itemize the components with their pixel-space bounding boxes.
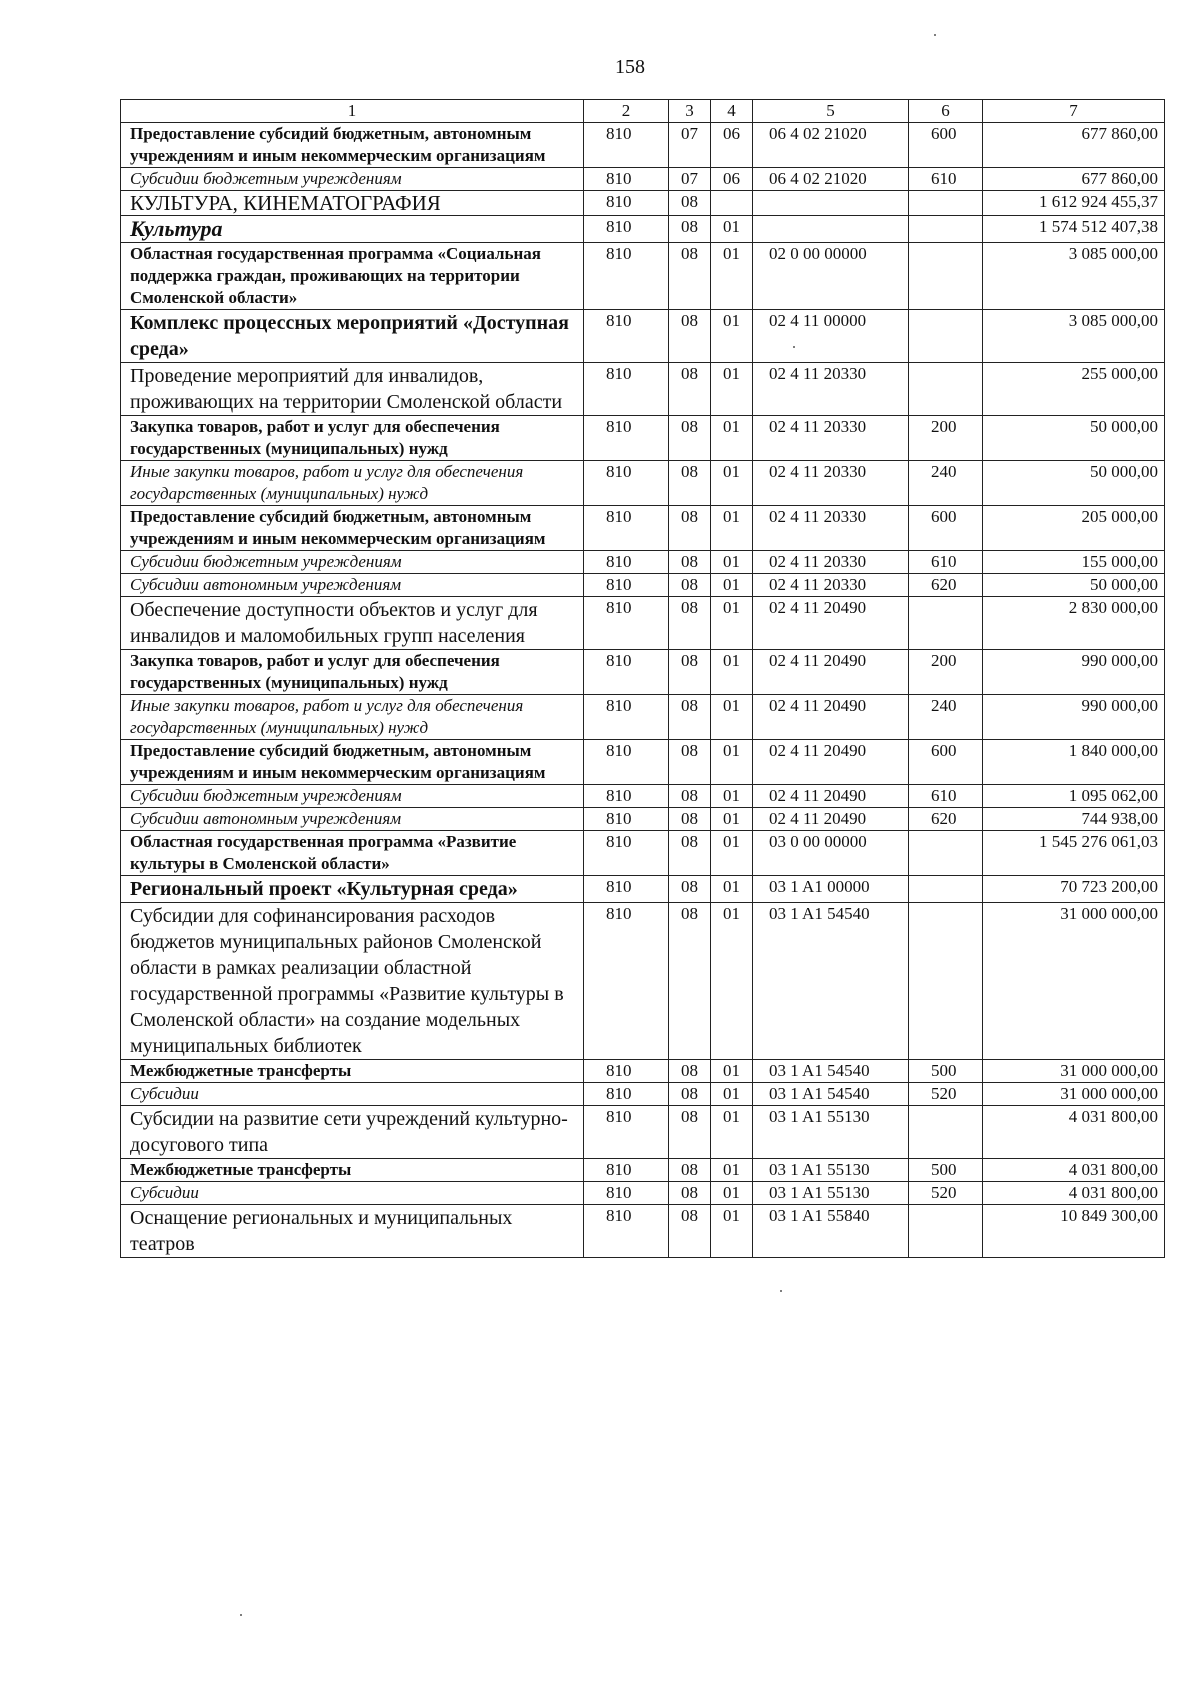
amount-cell: 677 860,00 xyxy=(983,123,1165,168)
target-article-cell: 06 4 02 21020 xyxy=(753,168,909,191)
subsection-code-cell: 01 xyxy=(711,876,753,903)
ministry-code-cell: 810 xyxy=(584,363,669,416)
row-name-cell: Обеспечение доступности объектов и услуг для инвалидов и маломобильных групп населения xyxy=(121,597,584,650)
expense-type-cell: 520 xyxy=(909,1083,983,1106)
amount-cell: 50 000,00 xyxy=(983,416,1165,461)
expense-type-cell xyxy=(909,363,983,416)
section-code-cell: 08 xyxy=(669,461,711,506)
row-name-cell: Иные закупки товаров, работ и услуг для обеспечения государственных (муниципальных) нужд xyxy=(121,695,584,740)
header-cell: 5 xyxy=(753,100,909,123)
table-row xyxy=(121,695,1165,740)
subsection-code-cell: 01 xyxy=(711,1083,753,1106)
section-code-cell: 08 xyxy=(669,310,711,363)
section-code-cell: 08 xyxy=(669,1159,711,1182)
subsection-code-cell: 01 xyxy=(711,363,753,416)
expense-type-cell xyxy=(909,1205,983,1258)
table-row xyxy=(121,123,1165,168)
subsection-code-cell: 01 xyxy=(711,740,753,785)
amount-cell: 2 830 000,00 xyxy=(983,597,1165,650)
ministry-code-cell: 810 xyxy=(584,808,669,831)
target-article-cell xyxy=(753,191,909,216)
subsection-code-cell: 06 xyxy=(711,168,753,191)
section-code-cell: 08 xyxy=(669,1106,711,1159)
amount-cell: 4 031 800,00 xyxy=(983,1106,1165,1159)
ministry-code-cell: 810 xyxy=(584,551,669,574)
section-code-cell: 08 xyxy=(669,1060,711,1083)
amount-cell: 744 938,00 xyxy=(983,808,1165,831)
amount-cell: 155 000,00 xyxy=(983,551,1165,574)
section-code-cell: 08 xyxy=(669,1083,711,1106)
section-code-cell: 08 xyxy=(669,831,711,876)
table-row xyxy=(121,168,1165,191)
ministry-code-cell: 810 xyxy=(584,310,669,363)
table-row xyxy=(121,1106,1165,1159)
ministry-code-cell: 810 xyxy=(584,243,669,310)
target-article-cell: 02 4 11 20330 xyxy=(753,551,909,574)
target-article-cell: 03 1 A1 55840 xyxy=(753,1205,909,1258)
target-article-cell: 02 4 11 20490 xyxy=(753,650,909,695)
target-article-cell: 03 1 A1 55130 xyxy=(753,1159,909,1182)
target-article-cell: 02 4 11 20490 xyxy=(753,740,909,785)
target-article-cell: 02 4 11 20490 xyxy=(753,695,909,740)
row-name-cell: Субсидии xyxy=(121,1083,584,1106)
page-number: 158 xyxy=(615,56,645,78)
ministry-code-cell: 810 xyxy=(584,416,669,461)
target-article-cell: 03 1 A1 54540 xyxy=(753,1083,909,1106)
table-row xyxy=(121,506,1165,551)
table-row xyxy=(121,461,1165,506)
row-name-cell: Субсидии xyxy=(121,1182,584,1205)
table-row xyxy=(121,1182,1165,1205)
table-row xyxy=(121,808,1165,831)
section-code-cell: 08 xyxy=(669,876,711,903)
amount-cell: 3 085 000,00 xyxy=(983,310,1165,363)
subsection-code-cell: 01 xyxy=(711,216,753,243)
row-name-cell: Региональный проект «Культурная среда» xyxy=(121,876,584,903)
expense-type-cell: 600 xyxy=(909,123,983,168)
target-article-cell: 03 1 A1 54540 xyxy=(753,903,909,1060)
target-article-cell: 02 4 11 20330 xyxy=(753,416,909,461)
amount-cell: 1 612 924 455,37 xyxy=(983,191,1165,216)
ministry-code-cell: 810 xyxy=(584,1106,669,1159)
row-name-cell: Субсидии автономным учреждениям xyxy=(121,574,584,597)
row-name-cell: Субсидии бюджетным учреждениям xyxy=(121,551,584,574)
expense-type-cell xyxy=(909,216,983,243)
target-article-cell: 02 4 11 20330 xyxy=(753,574,909,597)
row-name-cell: Областная государственная программа «Социальная поддержка граждан, проживающих на территории Смоленской области» xyxy=(121,243,584,310)
expense-type-cell xyxy=(909,831,983,876)
target-article-cell: 02 4 11 00000 xyxy=(753,310,909,363)
ministry-code-cell: 810 xyxy=(584,1060,669,1083)
table-row xyxy=(121,1159,1165,1182)
row-name-cell: Межбюджетные трансферты xyxy=(121,1159,584,1182)
expense-type-cell xyxy=(909,310,983,363)
section-code-cell: 08 xyxy=(669,191,711,216)
target-article-cell: 02 0 00 00000 xyxy=(753,243,909,310)
table-row xyxy=(121,216,1165,243)
section-code-cell: 08 xyxy=(669,551,711,574)
header-cell: 3 xyxy=(669,100,711,123)
expense-type-cell xyxy=(909,1106,983,1159)
amount-cell: 70 723 200,00 xyxy=(983,876,1165,903)
table-row xyxy=(121,1083,1165,1106)
row-name-cell: Субсидии для софинансирования расходов бюджетов муниципальных районов Смоленской области в рамках реализации областной государственной программы «Развитие культуры в Смоленской области» на создание модельных муниципальных библиотек xyxy=(121,903,584,1060)
row-name-cell: Предоставление субсидий бюджетным, автономным учреждениям и иным некоммерческим организациям xyxy=(121,740,584,785)
table-row xyxy=(121,650,1165,695)
row-name-cell: Субсидии автономным учреждениям xyxy=(121,808,584,831)
header-cell: 4 xyxy=(711,100,753,123)
section-code-cell: 08 xyxy=(669,597,711,650)
subsection-code-cell: 01 xyxy=(711,808,753,831)
row-name-cell: Предоставление субсидий бюджетным, автономным учреждениям и иным некоммерческим организациям xyxy=(121,123,584,168)
ministry-code-cell: 810 xyxy=(584,785,669,808)
ministry-code-cell: 810 xyxy=(584,216,669,243)
amount-cell: 31 000 000,00 xyxy=(983,903,1165,1060)
table-row xyxy=(121,574,1165,597)
target-article-cell: 06 4 02 21020 xyxy=(753,123,909,168)
amount-cell: 31 000 000,00 xyxy=(983,1083,1165,1106)
row-name-cell: Оснащение региональных и муниципальных театров xyxy=(121,1205,584,1258)
expense-type-cell: 600 xyxy=(909,506,983,551)
row-name-cell: Субсидии бюджетным учреждениям xyxy=(121,168,584,191)
amount-cell: 1 840 000,00 xyxy=(983,740,1165,785)
ministry-code-cell: 810 xyxy=(584,461,669,506)
expense-type-cell xyxy=(909,191,983,216)
target-article-cell: 03 1 A1 55130 xyxy=(753,1106,909,1159)
expense-type-cell: 240 xyxy=(909,461,983,506)
table-row xyxy=(121,740,1165,785)
subsection-code-cell: 01 xyxy=(711,551,753,574)
section-code-cell: 08 xyxy=(669,363,711,416)
table-row xyxy=(121,243,1165,310)
ministry-code-cell: 810 xyxy=(584,168,669,191)
expense-type-cell xyxy=(909,903,983,1060)
subsection-code-cell: 01 xyxy=(711,461,753,506)
section-code-cell: 08 xyxy=(669,785,711,808)
amount-cell: 31 000 000,00 xyxy=(983,1060,1165,1083)
expense-type-cell: 500 xyxy=(909,1159,983,1182)
table-row xyxy=(121,1205,1165,1258)
header-cell: 1 xyxy=(121,100,584,123)
section-code-cell: 08 xyxy=(669,903,711,1060)
header-cell: 7 xyxy=(983,100,1165,123)
row-name-cell: Закупка товаров, работ и услуг для обеспечения государственных (муниципальных) нужд xyxy=(121,416,584,461)
target-article-cell: 02 4 11 20330 xyxy=(753,461,909,506)
expense-type-cell xyxy=(909,876,983,903)
section-code-cell: 08 xyxy=(669,695,711,740)
subsection-code-cell: 01 xyxy=(711,695,753,740)
target-article-cell: 02 4 11 20330 xyxy=(753,506,909,551)
ministry-code-cell: 810 xyxy=(584,123,669,168)
row-name-cell: Областная государственная программа «Развитие культуры в Смоленской области» xyxy=(121,831,584,876)
section-code-cell: 08 xyxy=(669,650,711,695)
subsection-code-cell: 01 xyxy=(711,903,753,1060)
subsection-code-cell xyxy=(711,191,753,216)
target-article-cell: 02 4 11 20490 xyxy=(753,597,909,650)
amount-cell: 990 000,00 xyxy=(983,695,1165,740)
row-name-cell: Комплекс процессных мероприятий «Доступная среда» xyxy=(121,310,584,363)
expense-type-cell: 500 xyxy=(909,1060,983,1083)
scan-speck xyxy=(780,1290,782,1292)
target-article-cell: 03 1 A1 54540 xyxy=(753,1060,909,1083)
amount-cell: 4 031 800,00 xyxy=(983,1182,1165,1205)
expense-type-cell: 620 xyxy=(909,574,983,597)
subsection-code-cell: 01 xyxy=(711,243,753,310)
header-row xyxy=(121,100,1165,123)
amount-cell: 1 574 512 407,38 xyxy=(983,216,1165,243)
row-name-cell: Межбюджетные трансферты xyxy=(121,1060,584,1083)
ministry-code-cell: 810 xyxy=(584,597,669,650)
ministry-code-cell: 810 xyxy=(584,1159,669,1182)
expense-type-cell: 200 xyxy=(909,416,983,461)
row-name-cell: КУЛЬТУРА, КИНЕМАТОГРАФИЯ xyxy=(121,191,584,216)
ministry-code-cell: 810 xyxy=(584,574,669,597)
scan-speck xyxy=(793,346,795,348)
row-name-cell: Субсидии на развитие сети учреждений культурно-досугового типа xyxy=(121,1106,584,1159)
expense-type-cell: 610 xyxy=(909,785,983,808)
table-row xyxy=(121,785,1165,808)
amount-cell: 1 095 062,00 xyxy=(983,785,1165,808)
subsection-code-cell: 01 xyxy=(711,650,753,695)
table-row xyxy=(121,191,1165,216)
subsection-code-cell: 01 xyxy=(711,506,753,551)
subsection-code-cell: 01 xyxy=(711,310,753,363)
expense-type-cell: 600 xyxy=(909,740,983,785)
amount-cell: 50 000,00 xyxy=(983,574,1165,597)
subsection-code-cell: 01 xyxy=(711,416,753,461)
section-code-cell: 08 xyxy=(669,808,711,831)
target-article-cell: 03 0 00 00000 xyxy=(753,831,909,876)
table-row xyxy=(121,310,1165,363)
table-row xyxy=(121,876,1165,903)
subsection-code-cell: 01 xyxy=(711,1060,753,1083)
subsection-code-cell: 01 xyxy=(711,1159,753,1182)
ministry-code-cell: 810 xyxy=(584,1182,669,1205)
amount-cell: 677 860,00 xyxy=(983,168,1165,191)
amount-cell: 3 085 000,00 xyxy=(983,243,1165,310)
section-code-cell: 08 xyxy=(669,416,711,461)
subsection-code-cell: 01 xyxy=(711,831,753,876)
subsection-code-cell: 01 xyxy=(711,1106,753,1159)
ministry-code-cell: 810 xyxy=(584,740,669,785)
subsection-code-cell: 01 xyxy=(711,785,753,808)
ministry-code-cell: 810 xyxy=(584,1083,669,1106)
subsection-code-cell: 01 xyxy=(711,1205,753,1258)
expense-type-cell: 610 xyxy=(909,168,983,191)
section-code-cell: 08 xyxy=(669,574,711,597)
row-name-cell: Культура xyxy=(121,216,584,243)
table-row xyxy=(121,363,1165,416)
amount-cell: 255 000,00 xyxy=(983,363,1165,416)
ministry-code-cell: 810 xyxy=(584,1205,669,1258)
expense-type-cell: 200 xyxy=(909,650,983,695)
target-article-cell: 03 1 A1 00000 xyxy=(753,876,909,903)
target-article-cell: 02 4 11 20330 xyxy=(753,363,909,416)
section-code-cell: 08 xyxy=(669,740,711,785)
amount-cell: 205 000,00 xyxy=(983,506,1165,551)
ministry-code-cell: 810 xyxy=(584,831,669,876)
expense-type-cell xyxy=(909,597,983,650)
row-name-cell: Проведение мероприятий для инвалидов, проживающих на территории Смоленской области xyxy=(121,363,584,416)
subsection-code-cell: 01 xyxy=(711,1182,753,1205)
target-article-cell xyxy=(753,216,909,243)
table-row xyxy=(121,903,1165,1060)
amount-cell: 10 849 300,00 xyxy=(983,1205,1165,1258)
amount-cell: 50 000,00 xyxy=(983,461,1165,506)
budget-table xyxy=(120,99,1165,1258)
ministry-code-cell: 810 xyxy=(584,876,669,903)
section-code-cell: 08 xyxy=(669,243,711,310)
section-code-cell: 08 xyxy=(669,506,711,551)
expense-type-cell: 240 xyxy=(909,695,983,740)
row-name-cell: Закупка товаров, работ и услуг для обеспечения государственных (муниципальных) нужд xyxy=(121,650,584,695)
expense-type-cell: 620 xyxy=(909,808,983,831)
row-name-cell: Предоставление субсидий бюджетным, автономным учреждениям и иным некоммерческим организациям xyxy=(121,506,584,551)
ministry-code-cell: 810 xyxy=(584,903,669,1060)
target-article-cell: 02 4 11 20490 xyxy=(753,808,909,831)
row-name-cell: Иные закупки товаров, работ и услуг для обеспечения государственных (муниципальных) нужд xyxy=(121,461,584,506)
section-code-cell: 07 xyxy=(669,168,711,191)
target-article-cell: 03 1 A1 55130 xyxy=(753,1182,909,1205)
target-article-cell: 02 4 11 20490 xyxy=(753,785,909,808)
expense-type-cell xyxy=(909,243,983,310)
amount-cell: 990 000,00 xyxy=(983,650,1165,695)
ministry-code-cell: 810 xyxy=(584,191,669,216)
amount-cell: 4 031 800,00 xyxy=(983,1159,1165,1182)
ministry-code-cell: 810 xyxy=(584,506,669,551)
header-cell: 6 xyxy=(909,100,983,123)
ministry-code-cell: 810 xyxy=(584,650,669,695)
section-code-cell: 07 xyxy=(669,123,711,168)
section-code-cell: 08 xyxy=(669,216,711,243)
scan-speck xyxy=(934,34,936,36)
table-row xyxy=(121,597,1165,650)
subsection-code-cell: 01 xyxy=(711,597,753,650)
table-row xyxy=(121,1060,1165,1083)
expense-type-cell: 520 xyxy=(909,1182,983,1205)
section-code-cell: 08 xyxy=(669,1205,711,1258)
expense-type-cell: 610 xyxy=(909,551,983,574)
row-name-cell: Субсидии бюджетным учреждениям xyxy=(121,785,584,808)
subsection-code-cell: 06 xyxy=(711,123,753,168)
amount-cell: 1 545 276 061,03 xyxy=(983,831,1165,876)
table-row xyxy=(121,831,1165,876)
header-cell: 2 xyxy=(584,100,669,123)
scan-speck xyxy=(240,1614,242,1616)
subsection-code-cell: 01 xyxy=(711,574,753,597)
ministry-code-cell: 810 xyxy=(584,695,669,740)
section-code-cell: 08 xyxy=(669,1182,711,1205)
table-row xyxy=(121,416,1165,461)
table-row xyxy=(121,551,1165,574)
